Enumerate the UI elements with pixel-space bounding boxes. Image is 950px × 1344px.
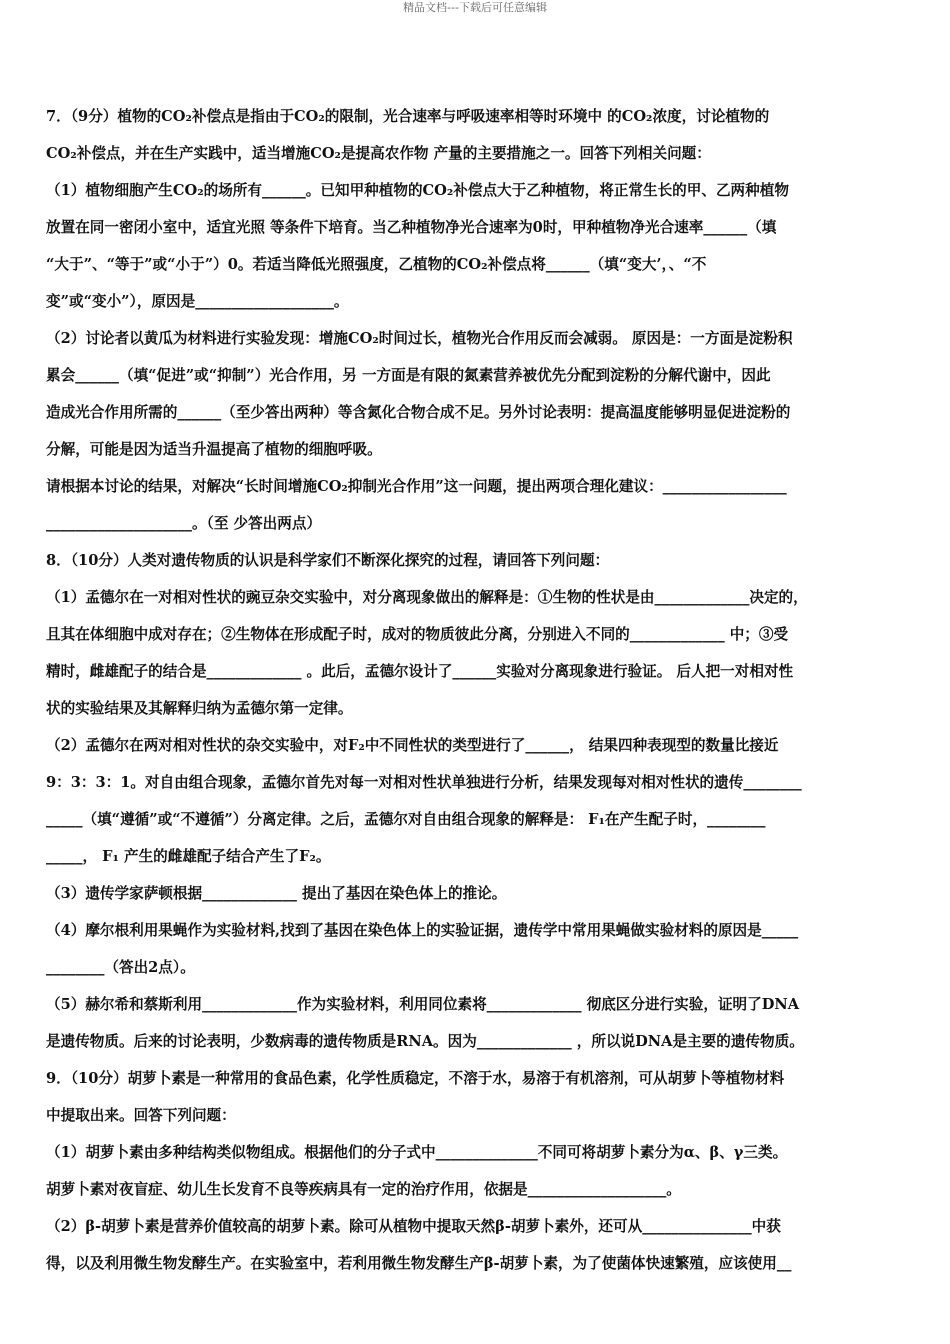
text-line: _____， F₁ 产生的雌雄配子结合产生了F₂。 [46,848,331,865]
text-line: 精时，雌雄配子的结合是_____________ 。此后，孟德尔设计了______实验对分离现象进行验证。 后人把一对相对性 [46,663,794,680]
text-line: 且其在体细胞中成对存在；②生物体在形成配子时，成对的物质彼此分离，分别进入不同的_____________ 中；③受 [46,626,789,643]
text-line: _____（填“遵循”或“不遵循”）分离定律。之后，孟德尔对自由组合现象的解释是： F₁在产生配子时，________ [46,811,766,828]
text-line: “大于”、“等于”或“小于”）0。若适当降低光照强度，乙植物的CO₂补偿点将______（填“变大’，、“不 [46,256,707,273]
text-line: 累会______（填“促进”或“抑制”）光合作用，另 一方面是有限的氮素营养被优先分配到淀粉的分解代谢中，因此 [46,367,771,384]
text-line: （4）摩尔根利用果蝇作为实验材料,找到了基因在染色体上的实验证据，遗传学中常用果蝇做实验材料的原因是_____ [46,922,799,939]
text-line: 造成光合作用所需的______（至少答出两种）等含氮化合物合成不足。另外讨论表明：提高温度能够明显促进淀粉的 [46,404,791,421]
text-line: （2）β-胡萝卜素是营养价值较高的胡萝卜素。除可从植物中提取天然β-胡萝卜素外，还可从_______________中获 [46,1218,781,1235]
text-line: （3）遗传学家萨顿根据_____________ 提出了基因在染色体上的推论。 [46,885,507,902]
text-line: 放置在同一密闭小室中，适宜光照 等条件下培育。当乙种植物净光合速率为0时，甲种植物净光合速率______（填 [46,219,777,236]
page-header: 精品文档---下载后可任意编辑 [403,1,547,14]
text-line: 请根据本讨论的结果，对解决“长时间增施CO₂抑制光合作用”这一问题，提出两项合理化建议：_________________ [46,478,787,495]
text-line: 状的实验结果及其解释归纳为孟德尔第一定律。 [46,700,353,717]
text-line: 变”或“变小”），原因是___________________。 [46,293,349,310]
text-line: （2）讨论者以黄瓜为材料进行实验发现：增施CO₂时间过长，植物光合作用反而会减弱。 原因是：一方面是淀粉积 [46,330,793,347]
text-line: 是遗传物质。后来的讨论表明，少数病毒的遗传物质是RNA。因为_____________ ，所以说DNA是主要的遗传物质。 [46,1033,804,1050]
text-line: 8．（10分）人类对遗传物质的认识是科学家们不断深化探究的过程，请回答下列问题： [46,552,610,569]
text-line: （1）孟德尔在一对相对性状的豌豆杂交实验中，对分离现象做出的解释是：①生物的性状是由_____________决定的， [46,589,808,606]
text-line: 9．（10分）胡萝卜素是一种常用的食品色素，化学性质稳定，不溶于水，易溶于有机溶剂，可从胡萝卜等植物材料 [46,1070,785,1087]
text-line: （2）孟德尔在两对相对性状的杂交实验中，对F₂中不同性状的类型进行了______， 结果四种表现型的数量比接近 [46,737,779,754]
text-line: 分解，可能是因为适当升温提高了植物的细胞呼吸。 [46,441,382,458]
text-line: 胡萝卜素对夜盲症、幼儿生长发育不良等疾病具有一定的治疗作用，依据是___________________。 [46,1181,681,1198]
text-line: 7．（9分）植物的CO₂补偿点是指由于CO₂的限制，光合速率与呼吸速率相等时环境中 的CO₂浓度，讨论植物的 [46,108,770,125]
text-line: 中提取出来。回答下列问题： [46,1107,236,1124]
text-line: CO₂补偿点，并在生产实践中，适当增施CO₂是提高农作物 产量的主要措施之一。回答下列相关问题： [46,145,711,162]
text-line: ____________________。（至 少答出两点） [46,515,322,532]
document-body [46,98,908,1282]
text-line: 9：3：3：1。对自由组合现象，孟德尔首先对每一对相对性状单独进行分析，结果发现每对相对性状的遗传________ [46,774,802,791]
text-line: ________（答出2点）。 [46,959,195,976]
text-line: （1）胡萝卜素由多种结构类似物组成。根据他们的分子式中______________不同可将胡萝卜素分为α、β、γ三类。 [46,1144,788,1161]
text-line: 得，以及利用微生物发酵生产。在实验室中，若利用微生物发酵生产β-胡萝卜素，为了使菌体快速繁殖，应该使用__ [46,1255,792,1272]
text-line: （5）赫尔希和蔡斯利用_____________作为实验材料，利用同位素将_____________ 彻底区分进行实验，证明了DNA [46,996,800,1013]
text-line: （1）植物细胞产生CO₂的场所有______。已知甲种植物的CO₂补偿点大于乙种植物，将正常生长的甲、乙两种植物 [46,182,789,199]
